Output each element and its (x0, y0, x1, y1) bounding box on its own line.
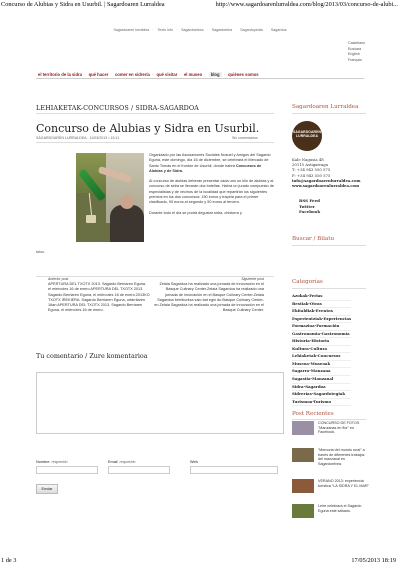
post-title: Concurso de Alubias y Sidra en Usurbil. (36, 122, 260, 135)
sidebar-divider (292, 419, 366, 420)
name-field[interactable] (36, 466, 98, 474)
mainnav-museo[interactable]: el museo (183, 72, 203, 77)
topnav-link[interactable]: Sagardoetxea (181, 28, 204, 32)
twitter-link[interactable]: Twitter (299, 203, 315, 209)
recent-post-title[interactable]: Leire celebrará el Sagardo Eguna este sábado. (318, 504, 362, 513)
address-line: 20115 Astigarraga (292, 162, 328, 168)
sidebar-divider (292, 245, 366, 246)
category-item[interactable]: Sagarra-Manzana (292, 368, 351, 376)
prev-post-label: Anterior post (48, 277, 69, 281)
recent-post[interactable] (292, 479, 372, 504)
lang-euskara[interactable]: Euskara (348, 46, 362, 51)
name-label: Nombre requerido (36, 460, 68, 464)
category-item[interactable]: Turismoa-Turismo (292, 399, 351, 407)
category-item[interactable]: Historia-Historia (292, 338, 351, 346)
nav-divider (36, 78, 364, 79)
rss-link[interactable]: RSS Feed (299, 198, 320, 203)
recent-post-thumbnail (292, 448, 314, 462)
mainnav-blog[interactable]: blog (210, 72, 220, 77)
web-field[interactable] (190, 466, 278, 474)
category-item[interactable]: Sidra-Sagardoa (292, 384, 351, 392)
category-item[interactable]: Sagastia-Manzanal (292, 376, 351, 384)
page-url-print: http://www.sagardoarenlurraldea.com/blog/2013/03/concurso-de-alubi... (215, 1, 398, 8)
recent-post-thumbnail (292, 421, 314, 435)
category-item[interactable]: Gastronomia-Gastronomía (292, 331, 351, 339)
mainnav-que-hacer[interactable]: qué hacer (88, 72, 109, 77)
post-paragraph: Organizado por las Asociaciones Sociales Nosuel y Amigos del Sagardo Eguna, este domingo, día 16 de diciembre, se celebrará el Mercado de Santo Tomás en el frontón de Usurbil, donde habrá (149, 153, 271, 168)
category-item[interactable]: Bestiak-Otras (292, 301, 351, 309)
page-number: 1 de 3 (1, 557, 17, 564)
next-post-link[interactable]: Zelaia Sagardoa ha realizado una jornada de innovación en el Basque Culinary Center.Zelaia Sagardoa ha realizado una jornada de innovación en el Basque Culinary Center.Zelaia Sagardoa berrikuntza saio bat egin du Basque Culinary Center-en.Zelaia Sagardoa ha realizado una jornada de innovación en el Basque Culinary Center. (154, 282, 264, 313)
lang-english[interactable]: English (348, 52, 360, 56)
post-byline: SAGARDOAREN LURRALDEA · 11/03/2013 • 15:11 (36, 136, 120, 140)
category-list (292, 293, 351, 406)
post-paragraph: Al concurso de alubias deberán presentar cada uno un kilo de alubias y al concurso de sidra se llevarán dos botellas. Habrá un jurado compuesto de especialistas y de vecinos de la localidad que repartirán los siguientes premios en los dos concursos: 150 euros y trapela para el primer clasificado, 90 euros al segundo y 50 euros al tercero. (149, 179, 274, 205)
email-label: Email requerido (108, 460, 136, 464)
sidebar-heading-about: Sagardoaren Lurraldea (292, 104, 359, 110)
topnav-link[interactable]: Sagardoa (270, 28, 287, 32)
sidebar-heading-recent: Post Recientes (292, 411, 334, 417)
language-selector (348, 41, 365, 63)
recent-post-title[interactable]: CONCURSO DE FOTOS "Manzanas en flor" en Facebook. (318, 421, 360, 434)
top-navigation: Sagardoaren lurraldea · Textu info · Sagardoetxea · Sagardoteka · Sagardopedia · Sagardoa (113, 28, 287, 32)
mainnav-comer[interactable]: comer en sidrería (114, 72, 150, 77)
email-link[interactable]: info@sagardoarenlurraldea.com (292, 177, 361, 183)
sidebar-heading-categories: Categorías (292, 279, 323, 285)
post-continuation: talos. (36, 250, 46, 254)
post-paragraph: Durante todo el día se podrá degustar sidra, chistorra y (149, 210, 242, 215)
topnav-link[interactable]: Sagardopedia (240, 28, 263, 32)
category-item[interactable]: Esperientziak-Experiencias (292, 316, 351, 324)
breadcrumb-divider (36, 113, 274, 114)
page-title-print: Concurso de Alubias y Sidra en Usurbil. | Sagardoaren Lurraldea (1, 1, 165, 8)
phone-line: T: +34 943 550 575 (292, 167, 331, 173)
social-links (299, 198, 320, 215)
recent-post-title[interactable]: "Memoria del mundo rural" a través de diferentes trabajos del manzanal en Sagardoetxea. (318, 448, 365, 466)
facebook-link[interactable]: Facebook (299, 209, 321, 215)
mainnav-quienes[interactable]: quiénes somos (228, 72, 259, 77)
lang-francais[interactable]: Français (348, 57, 362, 62)
address-line: Kale Nagusia 48 (292, 157, 324, 162)
website-link[interactable]: www.sagardoarenlurraldea.com (292, 183, 360, 189)
mainnav-territorio[interactable]: el territorio de la sidra (38, 72, 82, 77)
byline-divider (36, 142, 274, 143)
recent-post[interactable] (292, 504, 372, 531)
main-navigation: el territorio de la sidra · qué hacer · comer en sidrería · qué visitar · el museo · blog · quiénes somos (38, 72, 259, 77)
print-timestamp: 17/05/2013 18:19 (351, 557, 396, 564)
category-item[interactable]: Lehiaketak-Concursos (292, 353, 351, 361)
print-header (0, 0, 400, 10)
sidebar-divider (292, 288, 366, 289)
brand-logo[interactable]: SAGARDOAREN LURRALDEA (292, 121, 322, 151)
mainnav-que-visitar[interactable]: qué visitar (156, 72, 178, 77)
recent-post[interactable] (292, 448, 372, 479)
send-button[interactable]: Enviar (36, 484, 58, 494)
category-item[interactable]: Azokak-Ferias (292, 293, 351, 301)
print-footer (0, 557, 400, 566)
comment-section-title: Tu comentario / Zure komentarioa (36, 352, 148, 360)
recent-post[interactable] (292, 421, 372, 448)
email-field[interactable] (108, 466, 170, 474)
prev-post-link[interactable]: APERTURA DEL TXOTX 2013. Sagardo Berriaren Eguna, el miércoles 16 de enero APERTURA DEL TXOTX 2013. Sagardo Berriaren Eguna, el miércoles 16 de enero.2013KO TXOTX IREKIERA. Sagardo Berriaren Eguna, urtarrilaren 16an APERTURA DEL TXOTX 2013. Sagardo Berriaren Eguna, el miércoles 16 de enero. (48, 282, 150, 313)
fax-line: F: +34 943 550 575 (292, 172, 331, 178)
recent-post-title[interactable]: VERANO 2013: experiencia turística "LA SIDRA Y EL MAR" (318, 479, 369, 488)
category-item[interactable]: Kultura-Cultura (292, 346, 351, 354)
sidebar-heading-search[interactable]: Buscar / Bilatu (292, 236, 335, 242)
contact-info (292, 157, 361, 188)
post-highlight: Concursos de Alubias y de Sidra. (149, 163, 262, 173)
category-item[interactable]: Sidrerías-Sagardotegiak (292, 391, 351, 399)
post-photo (76, 153, 144, 242)
topnav-link[interactable]: Sagardoteka (211, 28, 233, 32)
recent-post-thumbnail (292, 504, 314, 518)
topnav-link[interactable]: Sagardoaren lurraldea (113, 28, 150, 32)
topnav-link[interactable]: Textu info (157, 28, 173, 32)
lang-castellano[interactable]: Castellano (348, 41, 365, 45)
category-item[interactable]: Museoa-Museoak (292, 361, 351, 369)
post-body (149, 153, 275, 221)
recent-post-thumbnail (292, 479, 314, 493)
breadcrumb[interactable]: LEHIAKETAK-CONCURSOS / SIDRA-SAGARDOA (36, 104, 199, 112)
comment-textarea[interactable] (36, 372, 284, 434)
sidebar-divider (292, 113, 366, 114)
next-post-label: Siguiente post (241, 277, 264, 281)
recent-posts (292, 421, 372, 531)
category-item[interactable]: Ekitaldiak-Eventos (292, 308, 351, 316)
comments-link[interactable]: Sin comentarios (232, 136, 258, 140)
web-label: Web (190, 460, 198, 464)
category-item[interactable]: Formazioa-Formación (292, 323, 351, 331)
